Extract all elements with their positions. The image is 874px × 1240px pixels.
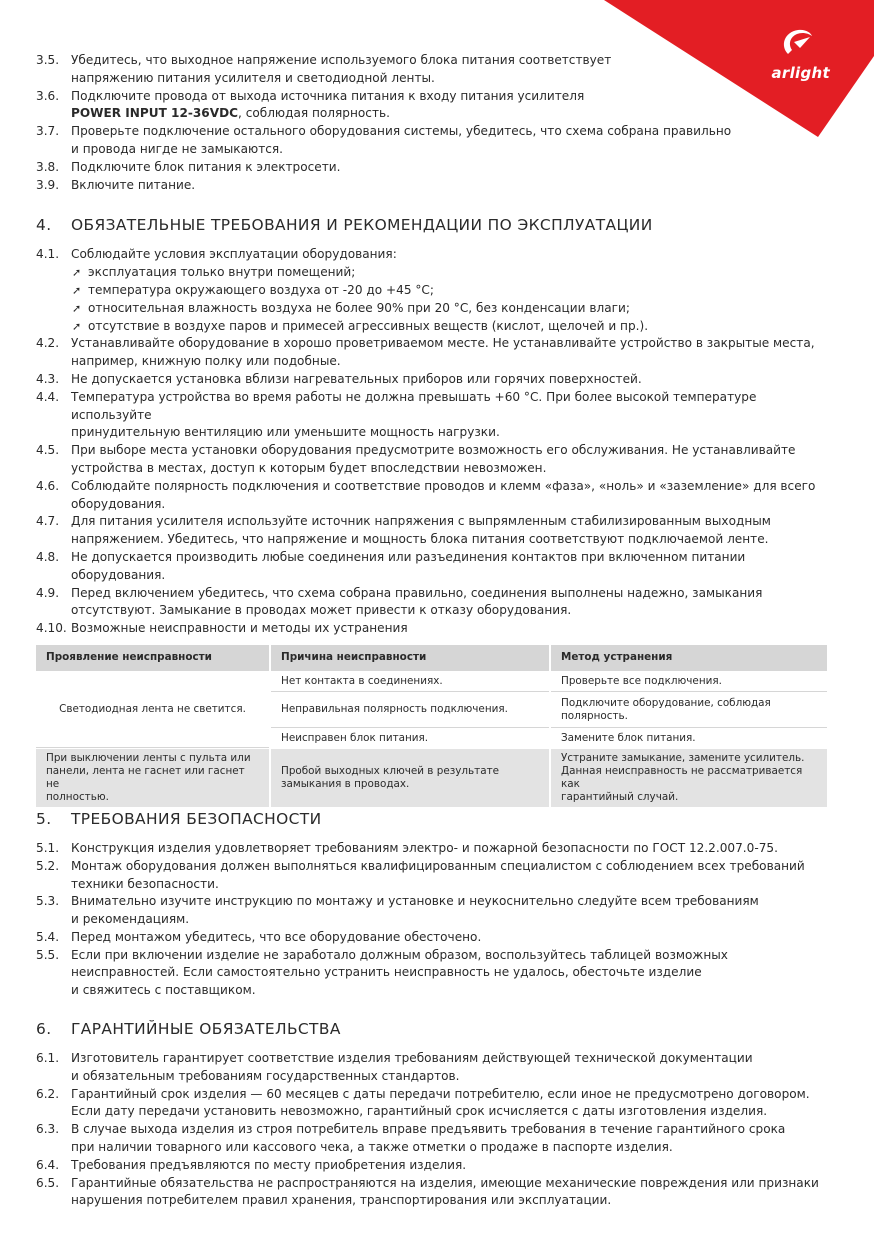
input-label-bold: POWER INPUT 12-36VDC [71,106,238,121]
list-item: 6.3. В случае выхода изделия из строя потребитель вправе предъявить требования в течение гарантийного срока при наличии товарного или кассового чека, а также отметки о продаже в паспорте изделия. [36,1122,786,1155]
table-cell: Проверьте все подключения. [551,672,827,692]
list-item: 5.5. Если при включении изделие не заработало должным образом, воспользуйтесь таблицей возможных неисправностей. Если самостоятельно устранить неисправность не удалось, обесточьте изделие и свяжитесь с поставщиком. [36,947,728,998]
faults-table [34,644,829,808]
bullet-item: ➚ эксплуатация только внутри помещений; [71,264,836,282]
list-item: 3.9. Включите питание. [36,177,196,192]
column-header: Метод устранения [551,645,827,671]
list-item: 4.9. Перед включением убедитесь, что схема собрана правильно, соединения выполнены надежно, замыкания отсутствуют. Замыкание в проводах может привести к отказу оборудования. [36,585,763,618]
column-header: Проявление неисправности [36,645,269,671]
conditions-list [71,264,836,335]
list-item: 6.2. Гарантийный срок изделия — 60 месяцев с даты передачи потребителю, если иное не предусмотрено договором. Если дату передачи установить невозможно, гарантийный срок исчисляется с даты изготовления изделия. [36,1086,810,1119]
list-item: 6.4. Требования предъявляются по месту приобретения изделия. [36,1157,467,1172]
table-row [36,672,827,692]
bullet-item: ➚ относительная влажность воздуха не более 90% при 20 °C, без конденсации влаги; [71,300,836,318]
table-cell: Неправильная полярность подключения. [271,693,549,728]
list-item: 4.6. Соблюдайте полярность подключения и соответствие проводов и клемм «фаза», «ноль» и «заземление» для всего оборудования. [36,478,816,511]
list-item: 5.2. Монтаж оборудования должен выполняться квалифицированным специалистом с соблюдением всех требований техники безопасности. [36,858,805,891]
table-header-row [36,645,827,671]
table-cell: Светодиодная лента не светится. [36,672,269,748]
arrow-bullet-icon: ➚ [72,319,82,333]
bullet-item: ➚ температура окружающего воздуха от -20 до +45 °C; [71,282,836,300]
arrow-bullet-icon: ➚ [72,283,82,297]
table-cell: Пробой выходных ключей в результате замыкания в проводах. [271,749,549,807]
table-row [36,749,827,807]
section-heading: 4. ОБЯЗАТЕЛЬНЫЕ ТРЕБОВАНИЯ И РЕКОМЕНДАЦИИ ПО ЭКСПЛУАТАЦИИ [36,216,653,235]
list-item: 6.5. Гарантийные обязательства не распространяются на изделия, имеющие механические повреждения или признаки нарушения потребителем правил хранения, транспортирования или эксплуатации. [36,1175,819,1208]
logo-wordmark: arlight [771,64,830,82]
list-item: 5.4. Перед монтажом убедитесь, что все оборудование обесточено. [36,929,482,944]
table-cell: Замените блок питания. [551,729,827,748]
table-cell: Устраните замыкание, замените усилитель. Данная неисправность не рассматривается как гарантийный случай. [551,749,827,807]
arrow-bullet-icon: ➚ [72,266,82,280]
list-item: 3.8. Подключите блок питания к электросети. [36,159,341,174]
list-item: 4.1. Соблюдайте условия эксплуатации оборудования: ➚ эксплуатация только внутри помещений; ➚ температура окружающего воздуха от -20 до +45 °C; ➚ относительная влажность воздуха не более 90% при 20 °C, без конденсации влаги; ➚ отсутствие в воздухе паров и примесей агрессивных веществ (кислот, щелочей и пр.). [36,246,836,335]
list-item: 4.2. Устанавливайте оборудование в хорошо проветриваемом месте. Не устанавливайте устройство в закрытые места, например, книжную полку или подобные. [36,336,815,369]
list-item: 5.1. Конструкция изделия удовлетворяет требованиям электро- и пожарной безопасности по ГОСТ 12.2.007.0-75. [36,840,778,855]
list-item: 4.5. При выборе места установки оборудования предусмотрите возможность его обслуживания. Не устанавливайте устройства в местах, доступ к которым будет впоследствии невозможен. [36,443,796,475]
column-header: Причина неисправности [271,645,549,671]
table-cell: Неисправен блок питания. [271,729,549,748]
document-body [36,52,836,1210]
section-heading: 5. ТРЕБОВАНИЯ БЕЗОПАСНОСТИ [36,809,322,828]
list-item: 4.3. Не допускается установка вблизи нагревательных приборов или горячих поверхностей. [36,371,642,386]
section-heading: 6. ГАРАНТИЙНЫЕ ОБЯЗАТЕЛЬСТВА [36,1020,341,1039]
section-3-items [36,52,836,194]
list-item: 4.8. Не допускается производить любые соединения или разъединения контактов при включенном питании оборудования. [36,549,746,582]
list-item: 4.7. Для питания усилителя используйте источник напряжения с выпрямленным стабилизированным выходным напряжением. Убедитесь, что напряжение и мощность блока питания соответствуют подключаемой ленте. [36,514,771,547]
list-item: 3.5. Убедитесь, что выходное напряжение используемого блока питания соответствует напряжению питания усилителя и светодиодной ленты. [36,53,612,85]
table-cell: Нет контакта в соединениях. [271,672,549,692]
table-cell: Подключите оборудование, соблюдая полярность. [551,693,827,728]
bullet-item: ➚ отсутствие в воздухе паров и примесей агрессивных веществ (кислот, щелочей и пр.). [71,318,836,336]
list-item: 4.4. Температура устройства во время работы не должна превышать +60 °C. При более высокой температуре используйте принудительную вентиляцию или уменьшите мощность нагрузки. [36,389,757,440]
list-item: 4.10. Возможные неисправности и методы их устранения [36,621,408,636]
table-cell: При выключении ленты с пульта или панели, лента не гаснет или гаснет не полностью. [36,749,269,807]
list-item: 3.6. Подключите провода от выхода источника питания к входу питания усилителя POWER INPUT 12-36VDC, соблюдая полярность. [36,88,585,121]
list-item: 3.7. Проверьте подключение остального оборудования системы, убедитесь, что схема собрана правильно и провода нигде не замыкаются. [36,124,732,156]
list-item: 5.3. Внимательно изучите инструкцию по монтажу и установке и неукоснительно следуйте всем требованиям и рекомендациям. [36,894,759,927]
list-item: 6.1. Изготовитель гарантирует соответствие изделия требованиям действующей технической документации и обязательным требованиям государственных стандартов. [36,1051,753,1083]
arrow-bullet-icon: ➚ [72,301,82,315]
